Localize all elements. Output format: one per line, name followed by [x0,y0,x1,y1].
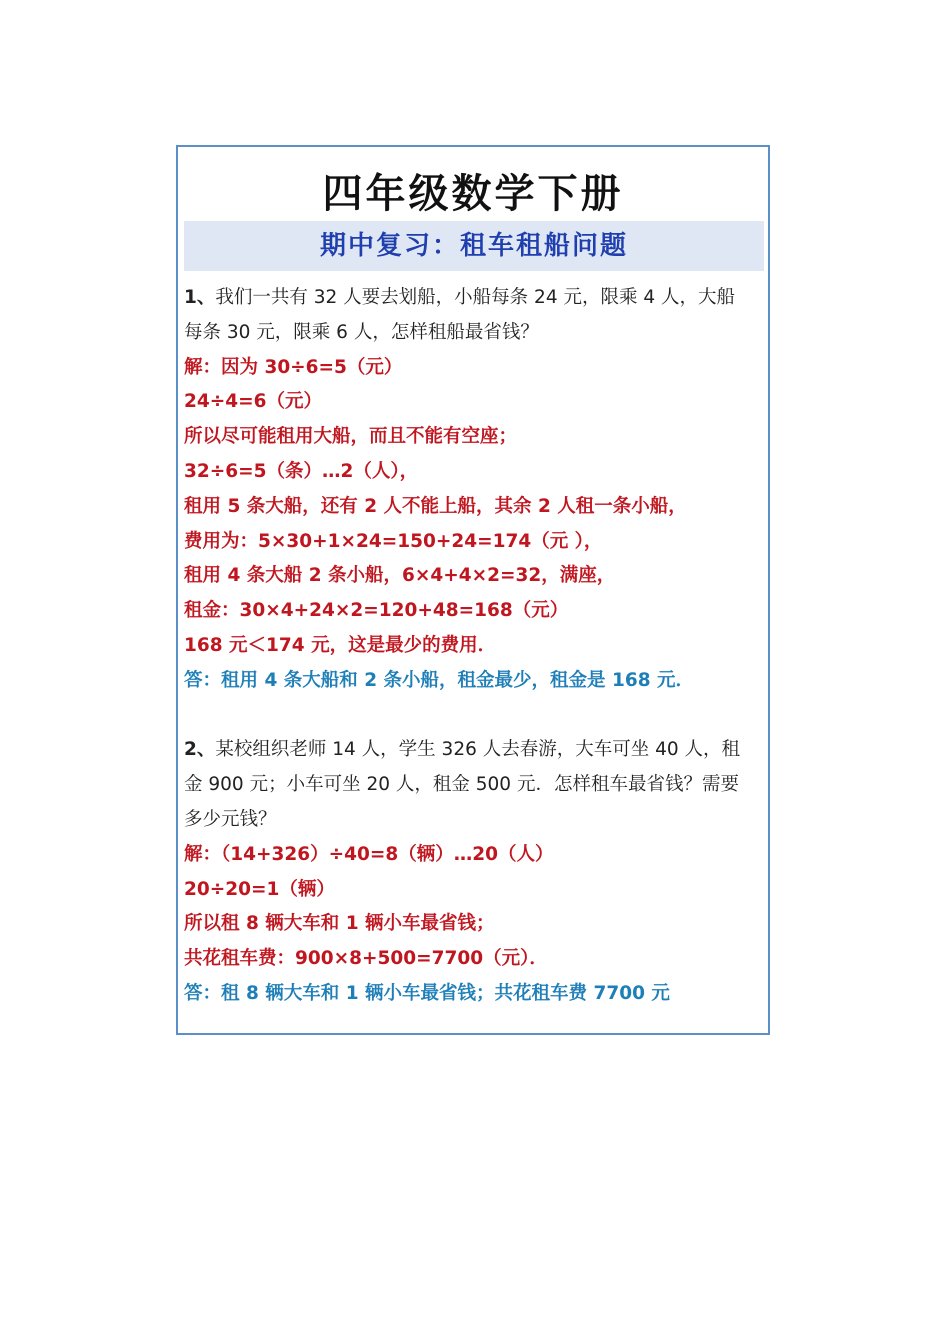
problem-2-solution-line: 共花租车费：900×8+500=7700（元）． [184,948,548,970]
page-title: 四年级数学下册 [322,170,624,217]
worksheet-content [184,281,768,1012]
problem-1-solution-line: 费用为：5×30+1×24=150+24=174（元 ）， [184,530,603,552]
problem-1-solution-line: 租用 4 条大船 2 条小船，6×4+4×2=32，满座， [184,565,616,587]
problem-2-question-line-2: 金 900 元；小车可坐 20 人，租金 500 元．怎样租车最省钱？需要 [184,774,739,796]
problem-1-solution-line: 32÷6=5（条）…2（人）， [184,460,419,482]
problem-1-solution-line: 解：因为 30÷6=5（元） [184,356,403,378]
problem-1-question-line-2: 每条 30 元，限乘 6 人，怎样租船最省钱？ [184,321,539,343]
problem-2-number: 2、 [184,739,216,761]
problem-1-answer: 答：租用 4 条大船和 2 条小船，租金最少，租金是 168 元． [184,669,695,691]
problem-2-answer: 答：租 8 辆大车和 1 辆小车最省钱；共花租车费 7700 元 [184,982,670,1004]
problem-2-question-line-1 [184,733,768,768]
problem-1-solution-line: 租金：30×4+24×2=120+48=168（元） [184,600,569,622]
problem-2 [184,733,768,1011]
problem-1-solution-line: 所以尽可能租用大船，而且不能有空座； [184,426,518,448]
subtitle-band [184,221,764,271]
problem-1-question-text-1: 我们一共有 32 人要去划船，小船每条 24 元，限乘 4 人，大船 [215,287,736,308]
problem-2-solution-line: 20÷20=1（辆） [184,878,335,900]
problem-2-question-line-3: 多少元钱？ [184,808,277,830]
problem-2-solution-line: 解：（14+326）÷40=8（辆）…20（人） [184,843,554,865]
problem-1 [184,281,768,699]
problem-1-question-line-1 [184,281,768,316]
problem-1-solution-line: 24÷4=6（元） [184,391,322,413]
worksheet-frame [176,145,770,1035]
page-subtitle: 期中复习：租车租船问题 [319,231,628,261]
problem-spacer [184,699,768,734]
problem-1-solution-line: 租用 5 条大船，还有 2 人不能上船，其余 2 人租一条小船， [184,495,687,517]
problem-2-solution-line: 所以租 8 辆大车和 1 辆小车最省钱； [184,913,495,935]
problem-2-question-text-1: 某校组织老师 14 人，学生 326 人去春游，大车可坐 40 人，租 [215,739,741,761]
problem-1-solution-line: 168 元＜174 元，这是最少的费用． [184,634,497,656]
problem-1-number: 1、 [184,287,216,308]
